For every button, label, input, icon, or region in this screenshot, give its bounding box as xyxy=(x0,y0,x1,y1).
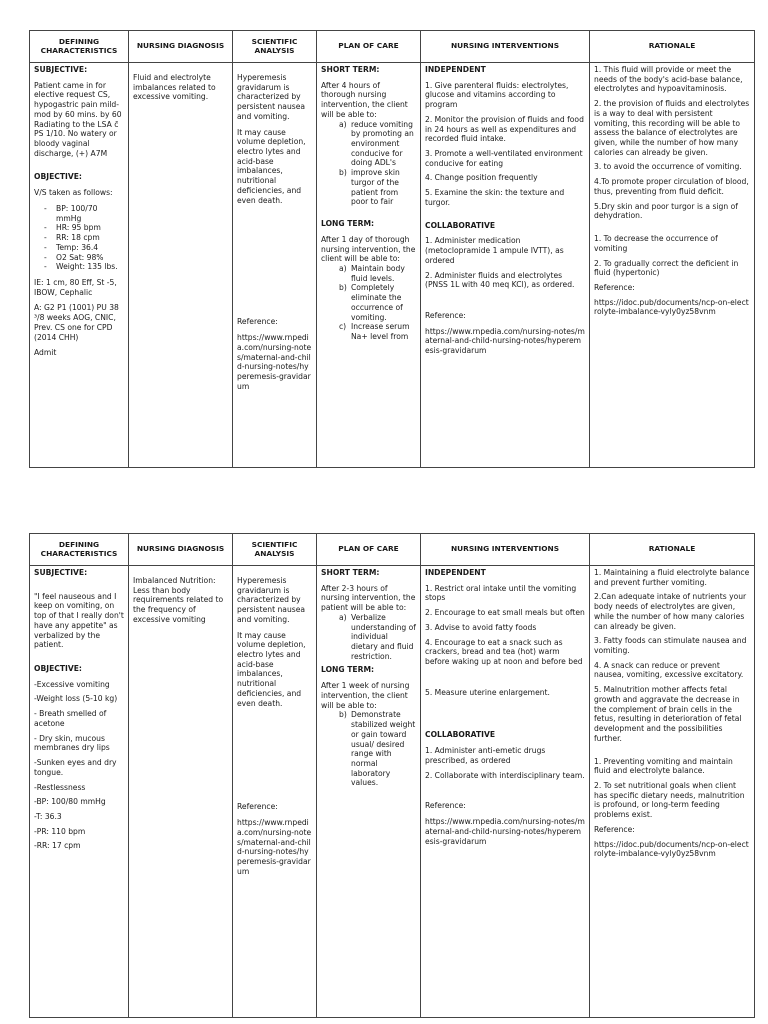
rationale-reference-link[interactable]: https://idoc.pub/documents/ncp-on-electrolyte-imbalance-vyly0yz58vnm xyxy=(594,839,749,859)
interventions-reference-label: Reference: xyxy=(425,801,466,811)
collaborative-label: COLLABORATIVE xyxy=(425,220,496,230)
list-item: 3. to avoid the occurrence of vomiting. xyxy=(594,162,742,172)
list-item: 1. Administer medication (metoclopramide 1 ampule IVTT), as ordered xyxy=(425,236,564,265)
list-item: 2.Can adequate intake of nutrients your body needs of electrolytes are given, while the number of how many calories can already be given. xyxy=(594,592,747,631)
long-term-goals xyxy=(321,710,416,788)
subjective-quote: "I feel nauseous and I keep on vomiting, on top of that I really don't have any appetite" as verbalized by the patient. xyxy=(34,591,124,650)
table-row xyxy=(30,566,755,1018)
analysis-reference-link[interactable]: https://www.rnpedia.com/nursing-notes/maternal-and-child-nursing-notes/hyperemesis-gravidarum xyxy=(237,818,312,876)
list-item: 1. Maintaining a fluid electrolyte balance and prevent further vomiting. xyxy=(594,568,750,587)
rationale-cell xyxy=(590,566,755,1018)
objective-label: OBJECTIVE: xyxy=(34,172,82,182)
short-term-goals xyxy=(321,613,416,662)
independent-label: INDEPENDENT xyxy=(425,568,486,577)
subjective-label: SUBJECTIVE: xyxy=(34,65,88,74)
short-term-label: SHORT TERM: xyxy=(321,65,380,74)
header-nursing-diagnosis: NURSING DIAGNOSIS xyxy=(129,31,233,63)
list-item: 2. Encourage to eat small meals but often xyxy=(425,608,585,618)
list-item: 1. To decrease the occurrence of vomiting xyxy=(594,234,718,253)
defining-characteristics-cell xyxy=(30,63,129,468)
list-item: 2. To set nutritional goals when client has specific dietary needs, malnutrition is profound, or long-term feeding problems exist. xyxy=(594,780,745,820)
list-item: 3. Fatty foods can stimulate nausea and vomiting. xyxy=(594,636,747,656)
list-item: 2. Collaborate with interdisciplinary team. xyxy=(425,770,585,780)
list-item: -Excessive vomiting xyxy=(34,679,110,689)
rationale-reference-label: Reference: xyxy=(594,282,635,292)
list-item: -T: 36.3 xyxy=(34,811,62,821)
objective-label: OBJECTIVE: xyxy=(34,664,82,674)
rationale-reference-label: Reference: xyxy=(594,824,635,834)
subjective-label: SUBJECTIVE: xyxy=(34,568,88,577)
header-plan-of-care: PLAN OF CARE xyxy=(317,31,421,63)
header-nursing-interventions: NURSING INTERVENTIONS xyxy=(421,31,590,63)
long-term-label: LONG TERM: xyxy=(321,665,375,675)
internal-exam-text: IE: 1 cm, 80 Eff, St -5, IBOW, Cephalic xyxy=(34,277,117,297)
list-item: -RR: 17 cpm xyxy=(34,841,81,851)
list-item: 1. Preventing vomiting and maintain fluid and electrolyte balance. xyxy=(594,756,733,776)
list-item: b) improve skin turgor of the patient from poor to fair xyxy=(339,168,400,207)
list-item: 1. Administer anti-emetic drugs prescribed, as ordered xyxy=(425,746,546,765)
list-item: -Restlessness xyxy=(34,782,86,792)
list-item: - BP: 100/70 mmHg xyxy=(56,204,124,223)
vital-signs-list xyxy=(34,204,124,272)
long-term-label: LONG TERM: xyxy=(321,219,375,229)
analysis-paragraph-1: Hyperemesis gravidarum is characterized by persistent nausea and vomiting. xyxy=(237,73,306,121)
list-item: - HR: 95 bpm xyxy=(56,223,124,233)
list-item: - Weight: 135 lbs. xyxy=(56,262,124,272)
list-item: 3. Promote a well-ventilated environment conducive for eating xyxy=(425,149,583,168)
diagnosis-text: Fluid and electrolyte imbalances related to excessive vomiting. xyxy=(133,73,216,102)
vital-signs-intro: V/S taken as follows: xyxy=(34,188,113,198)
list-item: - Breath smelled of acetone xyxy=(34,709,107,728)
list-item: -Weight loss (5-10 kg) xyxy=(34,694,118,704)
analysis-reference-link[interactable]: https://www.rnpedia.com/nursing-notes/maternal-and-child-nursing-notes/hyperemesis-gravidarum xyxy=(237,333,312,391)
list-item: -Sunken eyes and dry tongue. xyxy=(34,758,117,777)
subjective-text: Patient came in for elective request CS, hypogastric pain mild-mod by 60 mins. by 60 Radiating to the LSA c̄ PS 1/10. No watery or bloody vaginal discharge, (+) A7M xyxy=(34,80,122,158)
short-term-goals xyxy=(321,120,416,207)
list-item: a) reduce vomiting by promoting an environment conducive for doing ADL's xyxy=(339,119,414,168)
list-item: 1. Restrict oral intake until the vomiting stops xyxy=(425,583,577,603)
list-item: 2. the provision of fluids and electrolytes is a way to deal with persistent vomiting, this recording will be able to assess the balance of electrolytes are given, while the number of how many calories can already be given. xyxy=(594,99,750,157)
admit-text: Admit xyxy=(34,348,57,358)
plan-of-care-cell xyxy=(317,63,421,468)
short-term-intro: After 2-3 hours of nursing intervention, the patient will be able to: xyxy=(321,583,416,613)
analysis-paragraph-2: It may cause volume depletion, electro lytes and acid-base imbalances, nutritional deficiencies, and even death. xyxy=(237,630,306,708)
header-row xyxy=(30,534,755,566)
header-rationale: RATIONALE xyxy=(590,534,755,566)
short-term-intro: After 4 hours of thorough nursing intervention, the client will be able to: xyxy=(321,80,408,119)
long-term-intro: After 1 week of nursing intervention, the client will be able to: xyxy=(321,681,410,710)
list-item: -PR: 110 bpm xyxy=(34,826,86,836)
analysis-reference-label: Reference: xyxy=(237,802,278,812)
header-nursing-interventions: NURSING INTERVENTIONS xyxy=(421,534,590,566)
list-item: 1. This fluid will provide or meet the needs of the body's acid-base balance, electrolytes and hypoavitaminosis. xyxy=(594,65,743,94)
header-plan-of-care: PLAN OF CARE xyxy=(317,534,421,566)
list-item: 5. Examine the skin: the texture and turgor. xyxy=(425,188,565,207)
list-item: 1. Give parenteral fluids: electrolytes, glucose and vitamins according to program xyxy=(425,80,569,110)
nursing-interventions-cell xyxy=(421,63,590,468)
scientific-analysis-cell xyxy=(233,63,317,468)
long-term-goals xyxy=(321,264,416,342)
header-rationale: RATIONALE xyxy=(590,31,755,63)
list-item: 4. Change position frequently xyxy=(425,173,538,183)
header-defining-characteristics: DEFINING CHARACTERISTICS xyxy=(30,534,129,566)
list-item: 4.To promote proper circulation of blood, thus, preventing from fluid deficit. xyxy=(594,177,749,196)
care-plan-table-1 xyxy=(29,30,755,468)
nursing-interventions-cell xyxy=(421,566,590,1018)
interventions-reference-link[interactable]: https://www.rnpedia.com/nursing-notes/maternal-and-child-nursing-notes/hyperemesis-gravidarum xyxy=(425,817,585,846)
defining-characteristics-cell xyxy=(30,566,129,1018)
nursing-diagnosis-cell xyxy=(129,566,233,1018)
list-item: 5. Malnutrition mother affects fetal growth and aggravate the decrease in the complement of brain cells in the fetus, resulting in deterioration of fetal development and the possibilities further. xyxy=(594,685,742,743)
list-item: b) Completely eliminate the occurrence of vomiting. xyxy=(339,283,403,322)
long-term-intro: After 1 day of thorough nursing intervention, the client will be able to: xyxy=(321,234,416,264)
list-item: - Temp: 36.4 xyxy=(56,243,124,253)
list-item: 2. Administer fluids and electrolytes (PNSS 1L with 40 meq KCl), as ordered. xyxy=(425,270,575,290)
header-nursing-diagnosis: NURSING DIAGNOSIS xyxy=(129,534,233,566)
list-item: 5. Measure uterine enlargement. xyxy=(425,687,550,697)
list-item: c) Increase serum Na+ level from xyxy=(339,322,410,341)
nursing-diagnosis-cell xyxy=(129,63,233,468)
plan-of-care-cell xyxy=(317,566,421,1018)
list-item: 4. A snack can reduce or prevent nausea, vomiting, excessive excitatory. xyxy=(594,660,744,680)
header-defining-characteristics: DEFINING CHARACTERISTICS xyxy=(30,31,129,63)
list-item: 2. To gradually correct the deficient in fluid (hypertonic) xyxy=(594,258,739,278)
analysis-paragraph-1: Hyperemesis gravidarum is characterized by persistent nausea and vomiting. xyxy=(237,576,306,624)
list-item: - O2 Sat: 98% xyxy=(56,253,124,263)
header-scientific-analysis: SCIENTIFIC ANALYSIS xyxy=(233,534,317,566)
table-row xyxy=(30,63,755,468)
short-term-label: SHORT TERM: xyxy=(321,568,380,577)
header-scientific-analysis: SCIENTIFIC ANALYSIS xyxy=(233,31,317,63)
list-item: 4. Encourage to eat a snack such as crackers, bread and tea (hot) warm before waking up at noon and before bed xyxy=(425,637,583,667)
list-item: 2. Monitor the provision of fluids and food in 24 hours as well as expenditures and recorded fluid intake. xyxy=(425,114,584,144)
interventions-reference-label: Reference: xyxy=(425,310,466,320)
list-item: - RR: 18 cpm xyxy=(56,233,124,243)
analysis-reference-label: Reference: xyxy=(237,317,278,327)
scientific-analysis-cell xyxy=(233,566,317,1018)
list-item: -BP: 100/80 mmHg xyxy=(34,797,106,807)
collaborative-label: COLLABORATIVE xyxy=(425,730,496,740)
list-item: 3. Advise to avoid fatty foods xyxy=(425,622,537,632)
header-row xyxy=(30,31,755,63)
list-item: 5.Dry skin and poor turgor is a sign of dehydration. xyxy=(594,201,738,221)
interventions-reference-link[interactable]: https://www.rnpedia.com/nursing-notes/maternal-and-child-nursing-notes/hyperemesis-gravidarum xyxy=(425,326,585,356)
analysis-paragraph-2: It may cause volume depletion, electro lytes and acid-base imbalances, nutritional deficiencies, and even death. xyxy=(237,127,306,205)
rationale-cell xyxy=(590,63,755,468)
list-item: a) Maintain body fluid levels. xyxy=(339,263,405,283)
independent-label: INDEPENDENT xyxy=(425,65,486,74)
list-item: a) Verbalize understanding of individual dietary and fluid restriction. xyxy=(339,612,416,661)
care-plan-table-2 xyxy=(29,533,755,1018)
diagnosis-text: Imbalanced Nutrition: Less than body requirements related to the frequency of excessive vomiting xyxy=(133,576,224,624)
rationale-reference-link[interactable]: https://idoc.pub/documents/ncp-on-electrolyte-imbalance-vyly0yz58vnm xyxy=(594,297,749,317)
list-item: - Dry skin, mucous membranes dry lips xyxy=(34,733,110,753)
assessment-text: A: G2 P1 (1001) PU 38 ³/8 weeks AOG, CNIC, Prev. CS one for CPD (2014 CHH) xyxy=(34,303,119,342)
list-item: b) Demonstrate stabilized weight or gain toward usual/ desired range with normal laboratory values. xyxy=(339,710,416,788)
